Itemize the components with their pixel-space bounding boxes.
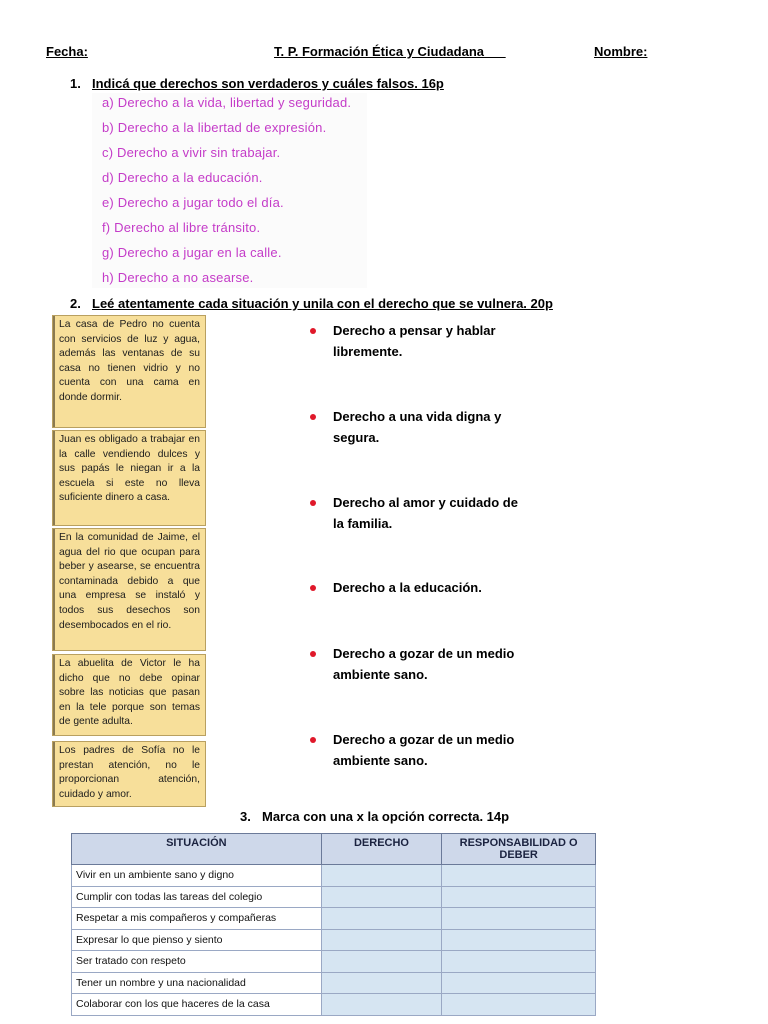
- q1-item: a) Derecho a la vida, libertad y seguridad.: [102, 95, 352, 110]
- q1-title-text: Indicá que derechos son verdaderos y cuáles falsos. 16p: [92, 76, 444, 91]
- derecho-check-cell[interactable]: [321, 886, 442, 908]
- table-row: [72, 908, 596, 930]
- situation-box-sofia: [52, 741, 206, 807]
- bullet-icon: [310, 651, 316, 657]
- q1-title: [70, 76, 444, 91]
- situation-text: Los padres de Sofía no le prestan atención, no le proporcionan atención, cuidado y amor.: [59, 745, 200, 800]
- q1-item: f) Derecho al libre tránsito.: [102, 220, 261, 235]
- situation-cell: Expresar lo que pienso y siento: [72, 929, 322, 951]
- table-row: [72, 951, 596, 973]
- table-row: [72, 994, 596, 1016]
- situation-box-victor: [52, 654, 206, 736]
- bullet-icon: [310, 500, 316, 506]
- deber-check-cell[interactable]: [442, 865, 596, 887]
- header-responsabilidad: RESPONSABILIDAD O DEBER: [442, 834, 596, 865]
- derecho-check-cell[interactable]: [321, 972, 442, 994]
- header-derecho: DERECHO: [321, 834, 442, 865]
- situation-text: La casa de Pedro no cuenta con servicios de luz y agua, además las ventanas de su casa no tienen vidrio y no cuenta con una cama en donde dormir.: [59, 319, 200, 403]
- nombre-label: Nombre:: [594, 44, 648, 59]
- deber-check-cell[interactable]: [442, 994, 596, 1016]
- situation-box-juan: [52, 430, 206, 526]
- derecho-check-cell[interactable]: [321, 865, 442, 887]
- q1-number: 1.: [70, 76, 81, 91]
- right-option: Derecho a gozar de un medio ambiente sano.: [310, 643, 530, 685]
- q1-item: b) Derecho a la libertad de expresión.: [102, 120, 327, 135]
- q3-table: [71, 833, 596, 1016]
- situation-box-jaime: [52, 528, 206, 651]
- derecho-check-cell[interactable]: [321, 908, 442, 930]
- situation-box-pedro: [52, 315, 206, 428]
- q3-number: 3.: [240, 809, 251, 824]
- derecho-check-cell[interactable]: [321, 929, 442, 951]
- q1-item: c) Derecho a vivir sin trabajar.: [102, 145, 281, 160]
- q2-number: 2.: [70, 296, 81, 311]
- bullet-icon: [310, 328, 316, 334]
- bullet-icon: [310, 414, 316, 420]
- deber-check-cell[interactable]: [442, 951, 596, 973]
- deber-check-cell[interactable]: [442, 929, 596, 951]
- table-row: [72, 972, 596, 994]
- table-header-row: [72, 834, 596, 865]
- q3-title-text: Marca con una x la opción correcta. 14p: [262, 809, 510, 824]
- q3-title: [240, 809, 509, 824]
- right-option: Derecho a una vida digna y segura.: [310, 406, 530, 448]
- table-row: [72, 865, 596, 887]
- situation-cell: Colaborar con los que haceres de la casa: [72, 994, 322, 1016]
- situation-cell: Cumplir con todas las tareas del colegio: [72, 886, 322, 908]
- deber-check-cell[interactable]: [442, 908, 596, 930]
- q1-item: e) Derecho a jugar todo el día.: [102, 195, 284, 210]
- situation-cell: Respetar a mis compañeros y compañeras: [72, 908, 322, 930]
- situation-cell: Ser tratado con respeto: [72, 951, 322, 973]
- bullet-icon: [310, 585, 316, 591]
- deber-check-cell[interactable]: [442, 972, 596, 994]
- table-row: [72, 929, 596, 951]
- q1-item: g) Derecho a jugar en la calle.: [102, 245, 282, 260]
- q2-title: [70, 296, 553, 311]
- right-option: Derecho a pensar y hablar libremente.: [310, 320, 530, 362]
- q1-rights-list: [92, 93, 367, 288]
- situation-cell: Tener un nombre y una nacionalidad: [72, 972, 322, 994]
- derecho-check-cell[interactable]: [321, 951, 442, 973]
- q1-item: h) Derecho a no asearse.: [102, 270, 254, 285]
- table-row: [72, 886, 596, 908]
- right-option: Derecho al amor y cuidado de la familia.: [310, 492, 530, 534]
- situation-text: La abuelita de Victor le ha dicho que no debe opinar sobre las noticias que pasan en la tele porque son temas de gente adulta.: [59, 658, 200, 728]
- q1-item: d) Derecho a la educación.: [102, 170, 263, 185]
- bullet-icon: [310, 737, 316, 743]
- q2-title-text: Leé atentamente cada situación y unila con el derecho que se vulnera. 20p: [92, 296, 553, 311]
- page-title-text: T. P. Formación Ética y Ciudadana: [274, 44, 484, 59]
- fecha-label: Fecha:: [46, 44, 88, 59]
- page-title: [274, 44, 506, 59]
- right-option: Derecho a gozar de un medio ambiente sano.: [310, 729, 530, 771]
- situation-text: En la comunidad de Jaime, el agua del rio que ocupan para beber y asearse, se encuentra contaminada debido a que una empresa se instaló y todos sus desechos son desembocados en el rio.: [59, 532, 200, 631]
- situation-cell: Vivir en un ambiente sano y digno: [72, 865, 322, 887]
- deber-check-cell[interactable]: [442, 886, 596, 908]
- right-option: Derecho a la educación.: [310, 577, 530, 598]
- situation-text: Juan es obligado a trabajar en la calle vendiendo dulces y sus papás le niegan ir a la escuela si este no lleva suficiente dinero a casa.: [59, 434, 200, 504]
- derecho-check-cell[interactable]: [321, 994, 442, 1016]
- header-situacion: SITUACIÓN: [72, 834, 322, 865]
